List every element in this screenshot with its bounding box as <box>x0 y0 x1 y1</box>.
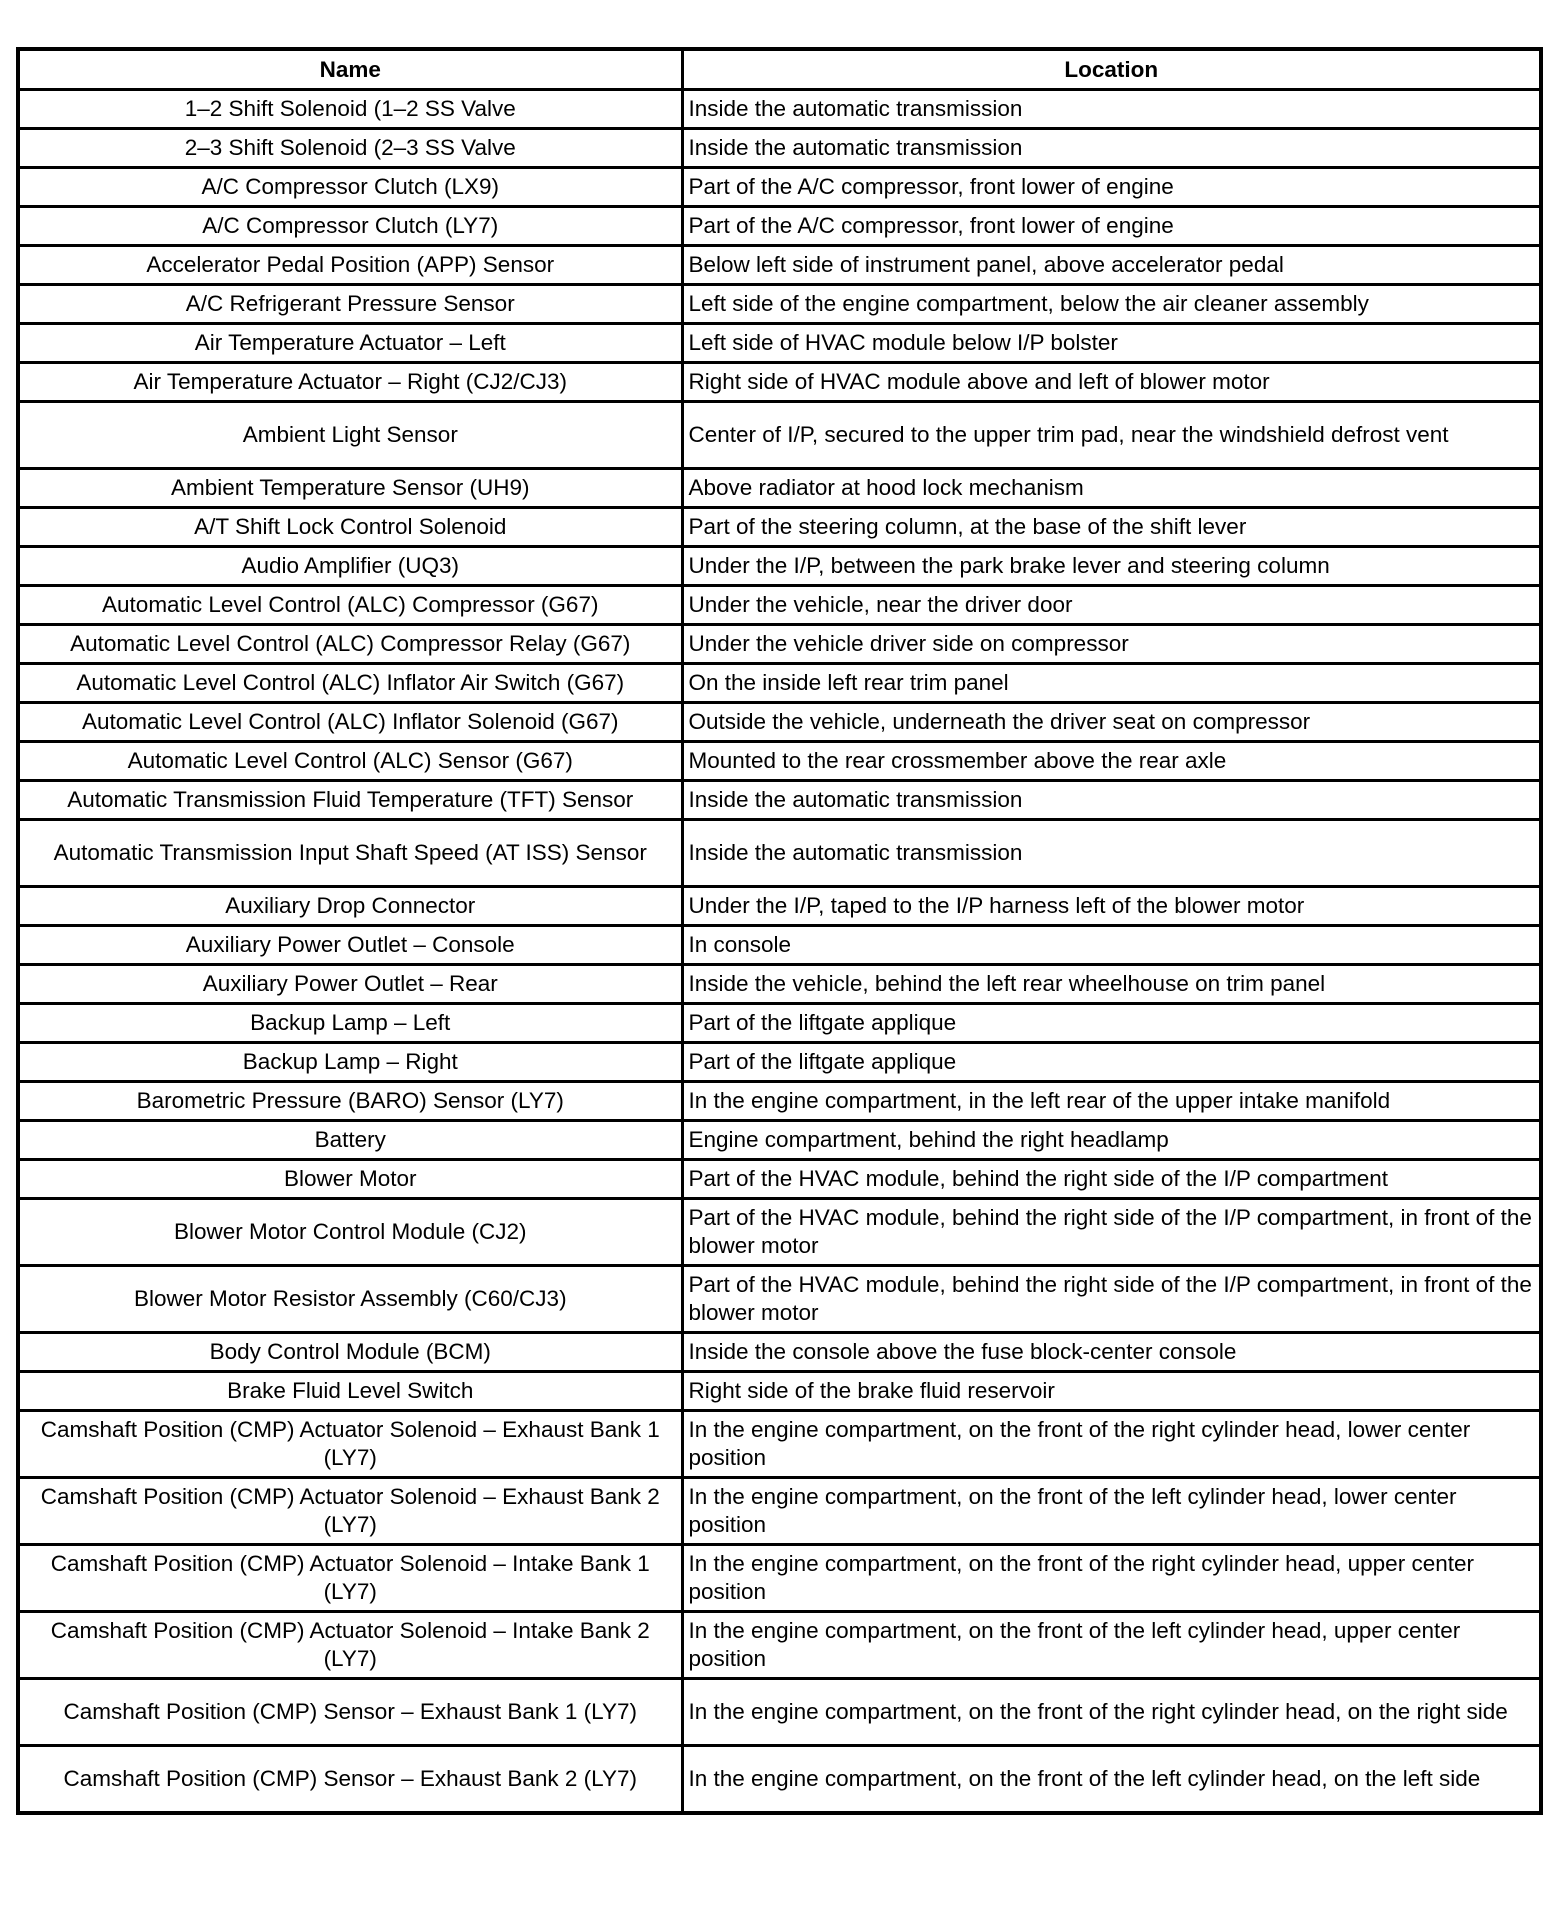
component-name: A/T Shift Lock Control Solenoid <box>18 508 682 547</box>
component-name: Blower Motor Resistor Assembly (C60/CJ3) <box>18 1266 682 1333</box>
component-location: Mounted to the rear crossmember above the rear axle <box>682 742 1541 781</box>
component-location: Part of the steering column, at the base of the shift lever <box>682 508 1541 547</box>
component-name: Automatic Level Control (ALC) Inflator Air Switch (G67) <box>18 664 682 703</box>
component-location: In the engine compartment, on the front of the left cylinder head, on the left side <box>682 1746 1541 1814</box>
table-row <box>18 1478 1541 1545</box>
table-row <box>18 926 1541 965</box>
component-name: Automatic Level Control (ALC) Inflator Solenoid (G67) <box>18 703 682 742</box>
component-name: Auxiliary Drop Connector <box>18 887 682 926</box>
table-row <box>18 1746 1541 1814</box>
component-name: Accelerator Pedal Position (APP) Sensor <box>18 246 682 285</box>
component-location: Outside the vehicle, underneath the driver seat on compressor <box>682 703 1541 742</box>
table-row <box>18 1612 1541 1679</box>
component-location: Engine compartment, behind the right headlamp <box>682 1121 1541 1160</box>
component-location: Below left side of instrument panel, above accelerator pedal <box>682 246 1541 285</box>
component-name: Automatic Level Control (ALC) Compressor Relay (G67) <box>18 625 682 664</box>
table-row <box>18 1333 1541 1372</box>
component-location: On the inside left rear trim panel <box>682 664 1541 703</box>
table-row <box>18 1679 1541 1746</box>
table-row <box>18 508 1541 547</box>
component-location: In console <box>682 926 1541 965</box>
component-location: Under the I/P, between the park brake lever and steering column <box>682 547 1541 586</box>
component-location: Inside the automatic transmission <box>682 820 1541 887</box>
component-name: Barometric Pressure (BARO) Sensor (LY7) <box>18 1082 682 1121</box>
component-location: Part of the liftgate applique <box>682 1043 1541 1082</box>
component-name: Automatic Level Control (ALC) Compressor (G67) <box>18 586 682 625</box>
table-row <box>18 469 1541 508</box>
component-location: Center of I/P, secured to the upper trim pad, near the windshield defrost vent <box>682 402 1541 469</box>
table-row <box>18 887 1541 926</box>
component-name: Backup Lamp – Right <box>18 1043 682 1082</box>
table-row <box>18 207 1541 246</box>
component-name: Automatic Transmission Fluid Temperature (TFT) Sensor <box>18 781 682 820</box>
table-row <box>18 547 1541 586</box>
table-row <box>18 1545 1541 1612</box>
component-name: Camshaft Position (CMP) Sensor – Exhaust Bank 2 (LY7) <box>18 1746 682 1814</box>
component-name: 1–2 Shift Solenoid (1–2 SS Valve <box>18 90 682 129</box>
component-location: In the engine compartment, in the left rear of the upper intake manifold <box>682 1082 1541 1121</box>
table-row <box>18 1411 1541 1478</box>
component-name: Brake Fluid Level Switch <box>18 1372 682 1411</box>
table-row <box>18 781 1541 820</box>
table-row <box>18 363 1541 402</box>
component-location: Under the I/P, taped to the I/P harness left of the blower motor <box>682 887 1541 926</box>
component-location: In the engine compartment, on the front of the left cylinder head, lower center position <box>682 1478 1541 1545</box>
component-location: Inside the automatic transmission <box>682 781 1541 820</box>
component-name: Battery <box>18 1121 682 1160</box>
table-row <box>18 129 1541 168</box>
table-row <box>18 246 1541 285</box>
component-location: Part of the liftgate applique <box>682 1004 1541 1043</box>
table-row <box>18 1372 1541 1411</box>
component-name: Ambient Light Sensor <box>18 402 682 469</box>
component-name: Camshaft Position (CMP) Sensor – Exhaust Bank 1 (LY7) <box>18 1679 682 1746</box>
table-row <box>18 1043 1541 1082</box>
table-row <box>18 664 1541 703</box>
component-location: Under the vehicle driver side on compressor <box>682 625 1541 664</box>
component-location: Part of the A/C compressor, front lower of engine <box>682 168 1541 207</box>
component-location: Part of the A/C compressor, front lower of engine <box>682 207 1541 246</box>
component-name: Blower Motor <box>18 1160 682 1199</box>
component-location-table <box>16 47 1543 1815</box>
component-name: Camshaft Position (CMP) Actuator Solenoid – Exhaust Bank 2 (LY7) <box>18 1478 682 1545</box>
table-row <box>18 1082 1541 1121</box>
component-name: Blower Motor Control Module (CJ2) <box>18 1199 682 1266</box>
component-name: Body Control Module (BCM) <box>18 1333 682 1372</box>
component-location: Left side of the engine compartment, below the air cleaner assembly <box>682 285 1541 324</box>
component-location: Inside the automatic transmission <box>682 129 1541 168</box>
component-location: Part of the HVAC module, behind the right side of the I/P compartment, in front of the blower motor <box>682 1199 1541 1266</box>
component-name: 2–3 Shift Solenoid (2–3 SS Valve <box>18 129 682 168</box>
table-row <box>18 90 1541 129</box>
header-row <box>18 49 1541 90</box>
table-body <box>18 90 1541 1814</box>
table-row <box>18 1160 1541 1199</box>
component-location: Part of the HVAC module, behind the right side of the I/P compartment, in front of the blower motor <box>682 1266 1541 1333</box>
component-location: In the engine compartment, on the front of the right cylinder head, on the right side <box>682 1679 1541 1746</box>
component-name: Air Temperature Actuator – Right (CJ2/CJ3) <box>18 363 682 402</box>
component-location: Inside the automatic transmission <box>682 90 1541 129</box>
table-row <box>18 402 1541 469</box>
component-name: Automatic Level Control (ALC) Sensor (G67) <box>18 742 682 781</box>
component-name: Camshaft Position (CMP) Actuator Solenoid – Intake Bank 1 (LY7) <box>18 1545 682 1612</box>
component-name: Audio Amplifier (UQ3) <box>18 547 682 586</box>
component-name: Auxiliary Power Outlet – Rear <box>18 965 682 1004</box>
component-location: Inside the vehicle, behind the left rear wheelhouse on trim panel <box>682 965 1541 1004</box>
component-name: Camshaft Position (CMP) Actuator Solenoid – Exhaust Bank 1 (LY7) <box>18 1411 682 1478</box>
table-row <box>18 168 1541 207</box>
component-name: A/C Refrigerant Pressure Sensor <box>18 285 682 324</box>
table-row <box>18 965 1541 1004</box>
column-header-location: Location <box>682 49 1541 90</box>
component-name: Air Temperature Actuator – Left <box>18 324 682 363</box>
component-name: Ambient Temperature Sensor (UH9) <box>18 469 682 508</box>
table-row <box>18 1266 1541 1333</box>
component-name: A/C Compressor Clutch (LX9) <box>18 168 682 207</box>
component-name: A/C Compressor Clutch (LY7) <box>18 207 682 246</box>
table-row <box>18 586 1541 625</box>
component-location: In the engine compartment, on the front of the right cylinder head, upper center position <box>682 1545 1541 1612</box>
component-location: Above radiator at hood lock mechanism <box>682 469 1541 508</box>
component-name: Automatic Transmission Input Shaft Speed (AT ISS) Sensor <box>18 820 682 887</box>
component-location: Under the vehicle, near the driver door <box>682 586 1541 625</box>
component-location: In the engine compartment, on the front of the right cylinder head, lower center position <box>682 1411 1541 1478</box>
component-name: Auxiliary Power Outlet – Console <box>18 926 682 965</box>
table-row <box>18 1004 1541 1043</box>
table-row <box>18 703 1541 742</box>
component-location: Part of the HVAC module, behind the right side of the I/P compartment <box>682 1160 1541 1199</box>
component-location: Right side of the brake fluid reservoir <box>682 1372 1541 1411</box>
table-row <box>18 285 1541 324</box>
table-row <box>18 1199 1541 1266</box>
column-header-name: Name <box>18 49 682 90</box>
component-location: Left side of HVAC module below I/P bolster <box>682 324 1541 363</box>
table-row <box>18 625 1541 664</box>
component-location: Right side of HVAC module above and left of blower motor <box>682 363 1541 402</box>
component-name: Camshaft Position (CMP) Actuator Solenoid – Intake Bank 2 (LY7) <box>18 1612 682 1679</box>
table-row <box>18 820 1541 887</box>
component-name: Backup Lamp – Left <box>18 1004 682 1043</box>
table-row <box>18 1121 1541 1160</box>
table-row <box>18 742 1541 781</box>
table-row <box>18 324 1541 363</box>
component-location: Inside the console above the fuse block-center console <box>682 1333 1541 1372</box>
component-location: In the engine compartment, on the front of the left cylinder head, upper center position <box>682 1612 1541 1679</box>
